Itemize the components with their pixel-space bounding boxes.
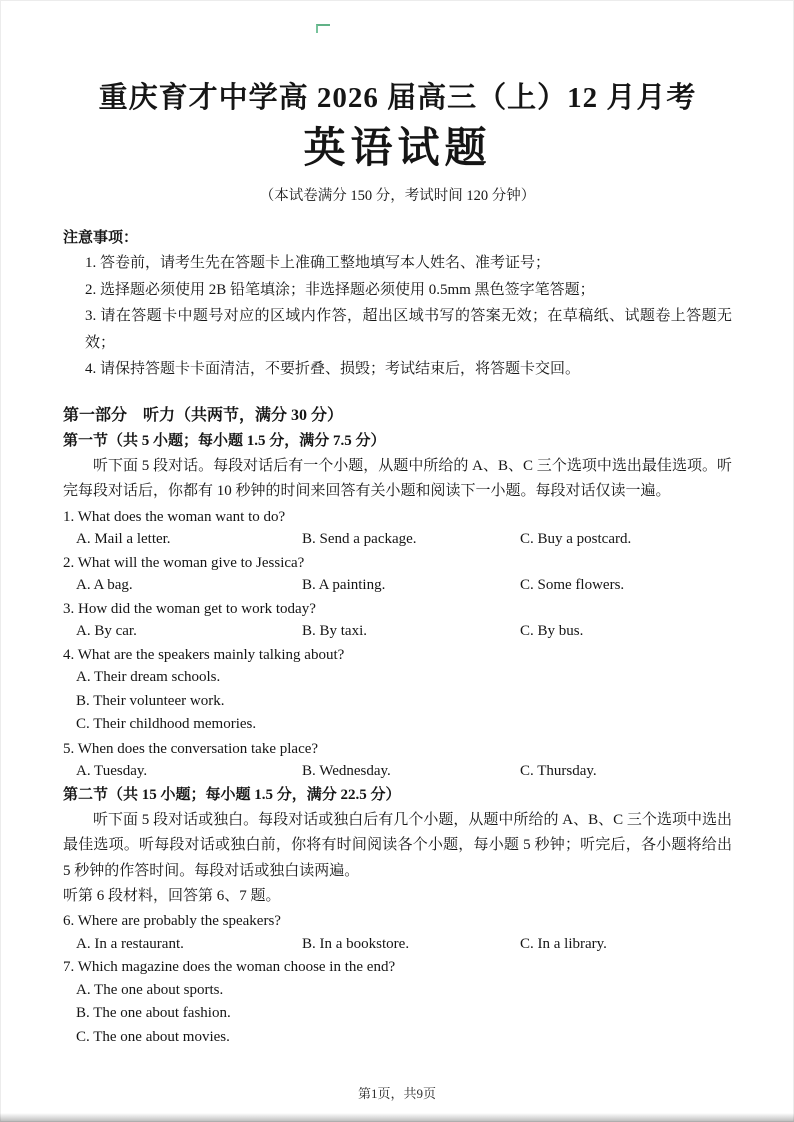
question-2 — [63, 551, 732, 597]
options-row — [63, 528, 732, 551]
option-c: C. By bus. — [520, 623, 584, 639]
question-text: 6. Where are probably the speakers? — [63, 913, 281, 929]
option-a: A. Mail a letter. — [76, 531, 171, 547]
material-note: 听第 6 段材料，回答第 6、7 题。 — [63, 888, 281, 904]
option-b: B. Their volunteer work. — [76, 692, 225, 709]
question-text: 2. What will the woman give to Jessica? — [63, 554, 305, 571]
option-c: C. In a library. — [520, 935, 607, 952]
options-row — [63, 620, 732, 643]
question-text: 1. What does the woman want to do? — [63, 508, 286, 525]
question-1 — [63, 505, 732, 551]
options-row — [63, 933, 732, 956]
option-b: B. In a bookstore. — [302, 935, 410, 952]
option-a: A. Their dream schools. — [76, 669, 221, 685]
option-a: A. A bag. — [76, 577, 133, 593]
notice-item: 4. 请保持答题卡卡面清洁，不要折叠、损毁；考试结束后，将答题卡交回。 — [85, 361, 581, 377]
options-row — [63, 760, 732, 783]
page-bottom-shadow — [0, 1113, 794, 1122]
options-stacked — [63, 666, 732, 737]
paper-meta: （本试卷满分 150 分，考试时间 120 分钟） — [259, 188, 536, 204]
page-content — [63, 0, 732, 1049]
question-5 — [63, 737, 732, 783]
option-a: A. In a restaurant. — [76, 935, 184, 952]
question-text: 4. What are the speakers mainly talking about? — [63, 646, 345, 663]
question-text: 7. Which magazine does the woman choose in the end? — [63, 959, 396, 975]
question-text: 5. When does the conversation take place? — [63, 740, 319, 757]
option-c: C. The one about movies. — [76, 1028, 230, 1045]
part1-heading: 第一部分 听力（共两节，满分 30 分） — [63, 406, 344, 424]
notice-item: 3. 请在答题卡中题号对应的区域内作答，超出区域书写的答案无效；在草稿纸、试题卷上答题无效； — [85, 308, 732, 351]
notice-heading: 注意事项： — [63, 230, 139, 246]
option-c: C. Thursday. — [520, 763, 597, 779]
option-b: B. The one about fashion. — [76, 1005, 231, 1021]
question-6 — [63, 909, 732, 955]
page-footer: 第1页，共9页 — [357, 1086, 436, 1101]
notice-item: 2. 选择题必须使用 2B 铅笔填涂；非选择题必须使用 0.5mm 黑色签字笔答题； — [85, 281, 595, 298]
option-c: C. Their childhood memories. — [76, 716, 257, 732]
section2-heading: 第二节（共 15 小题；每小题 1.5 分，满分 22.5 分） — [63, 786, 401, 803]
question-7 — [63, 955, 732, 1049]
question-text: 3. How did the woman get to work today? — [63, 600, 316, 617]
option-a: A. The one about sports. — [76, 981, 224, 998]
options-row — [63, 574, 732, 597]
option-b: B. A painting. — [302, 577, 386, 593]
option-b: B. Send a package. — [302, 531, 417, 547]
question-3 — [63, 597, 732, 643]
question-4 — [63, 643, 732, 737]
section1-heading: 第一节（共 5 小题；每小题 1.5 分，满分 7.5 分） — [63, 432, 386, 449]
option-c: C. Some flowers. — [520, 577, 625, 593]
option-b: B. By taxi. — [302, 623, 368, 639]
option-c: C. Buy a postcard. — [520, 531, 632, 547]
notice-item: 1. 答卷前，请考生先在答题卡上准确工整地填写本人姓名、准考证号； — [85, 255, 551, 271]
options-stacked — [63, 979, 732, 1050]
section1-instructions: 听下面 5 段对话。每段对话后有一个小题，从题中所给的 A、B、C 三个选项中选出最佳选项。听完每段对话后，你都有 10 秒钟的时间来回答有关小题和阅读下一小题。每段对话仅读一遍。 — [63, 457, 732, 499]
paper-subtitle: 英语试题 — [303, 126, 492, 172]
notice-list — [63, 250, 732, 383]
option-a: A. Tuesday. — [76, 763, 148, 779]
page-title: 重庆育才中学高 2026 届高三（上）12 月月考 — [98, 82, 697, 114]
option-b: B. Wednesday. — [302, 763, 391, 779]
section2-instructions: 听下面 5 段对话或独白。每段对话或独白后有几个小题，从题中所给的 A、B、C 三个选项中选出最佳选项。听每段对话或独白前，你将有时间阅读各个小题，每小题 5 秒钟；听完后，各小题将给出 5 秒钟的作答时间。每段对话或独白读两遍。 — [63, 811, 732, 879]
option-a: A. By car. — [76, 623, 137, 639]
